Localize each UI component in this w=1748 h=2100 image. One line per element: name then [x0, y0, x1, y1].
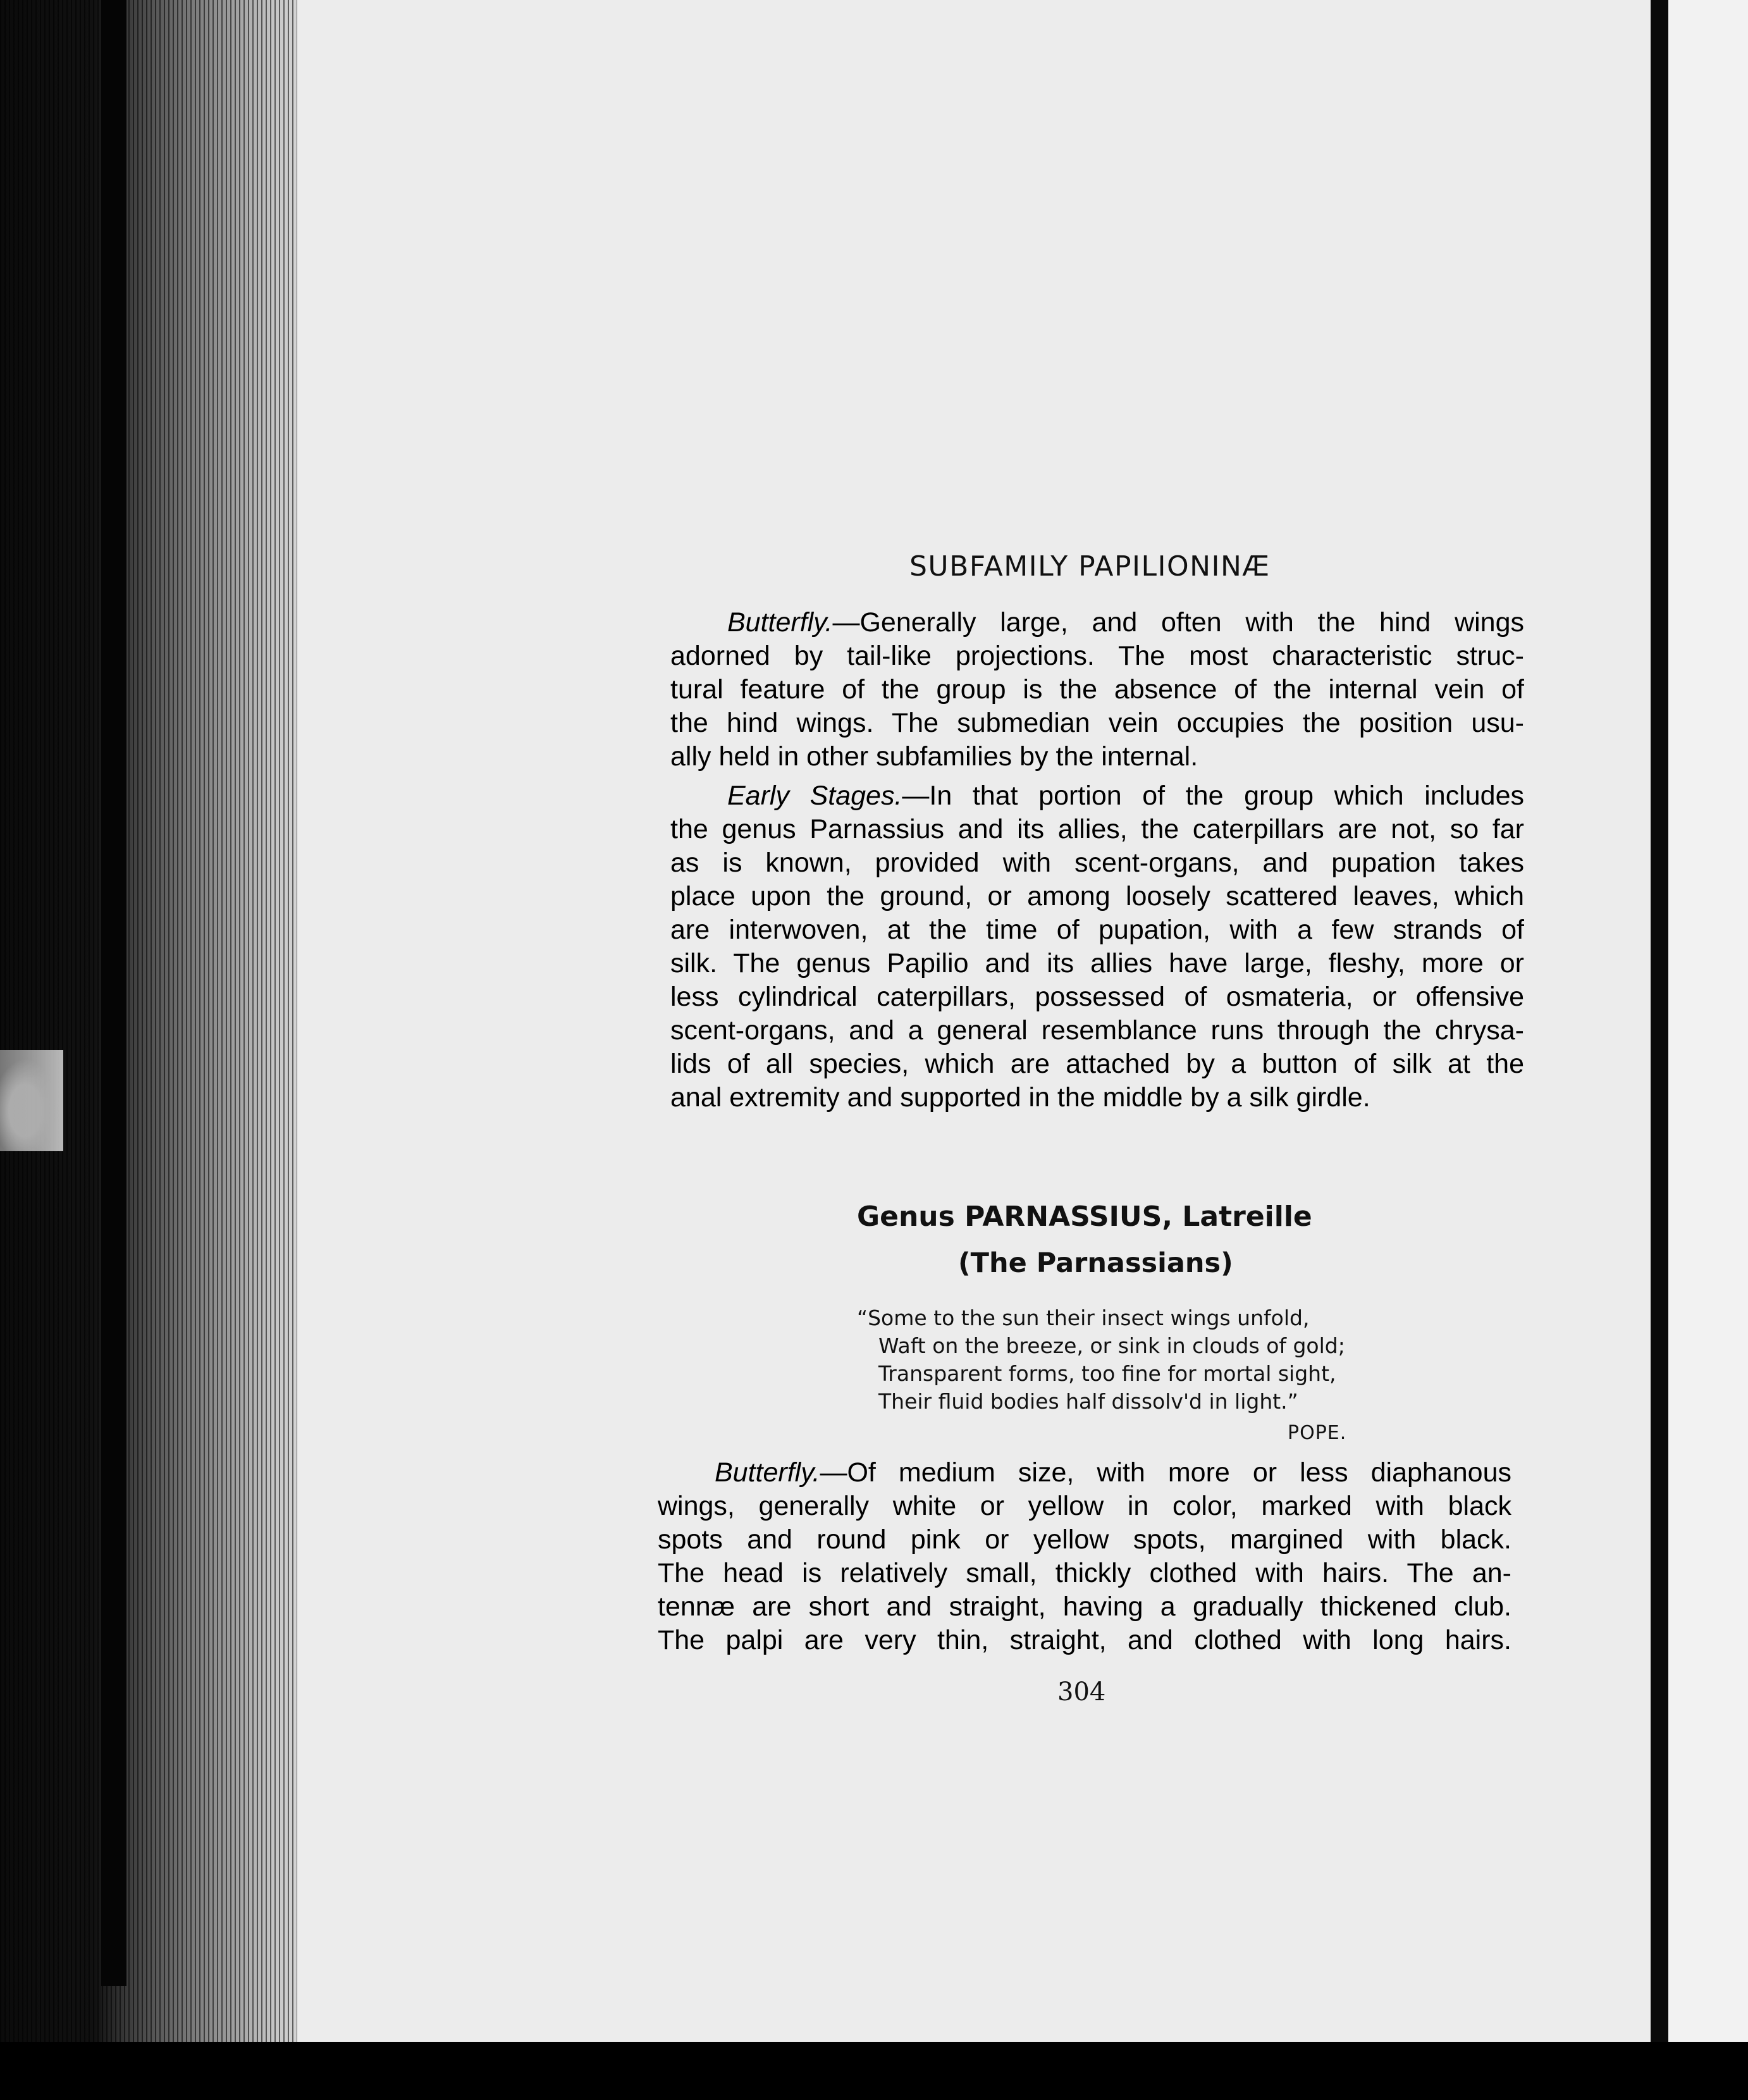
scan-artifact	[0, 1050, 63, 1151]
early-stages-paragraph	[670, 779, 1524, 1115]
text-line: the genus Parnassius and its allies, the caterpillars are not, so far	[670, 814, 1524, 844]
verse-attribution: POPE.	[1288, 1422, 1347, 1444]
genus-heading: Genus PARNASSIUS, Latreille	[857, 1201, 1312, 1233]
page-number: 304	[1057, 1677, 1106, 1707]
text-line: are interwoven, at the time of pupation, with a few strands of	[670, 915, 1524, 945]
text-line: tennæ are short and straight, having a gradually thickened club.	[658, 1591, 1511, 1622]
genus-subheading: (The Parnassians)	[958, 1247, 1233, 1279]
text-line: wings, generally white or yellow in color, marked with black	[658, 1491, 1511, 1521]
verse-line: Their fluid bodies half dissolv'd in light.”	[878, 1389, 1298, 1414]
text-line: place upon the ground, or among loosely scattered leaves, which	[670, 881, 1524, 911]
text-line: lids of all species, which are attached by a button of silk at the	[670, 1049, 1524, 1079]
text-line: The head is relatively small, thickly clothed with hairs. The an-	[658, 1558, 1511, 1588]
text-line: adorned by tail-like projections. The most characteristic struc-	[670, 641, 1524, 671]
binding-shadow	[101, 0, 126, 1986]
text-line: silk. The genus Papilio and its allies have large, fleshy, more or	[670, 948, 1524, 979]
bottom-border	[0, 2042, 1748, 2100]
text-line: scent-organs, and a general resemblance runs through the chrysa-	[670, 1015, 1524, 1046]
subfamily-heading: SUBFAMILY PAPILIONINÆ	[909, 550, 1271, 583]
verse-line: Transparent forms, too fine for mortal sight,	[878, 1361, 1336, 1386]
text-line: less cylindrical caterpillars, possessed of osmateria, or offensive	[670, 982, 1524, 1012]
text-line: the hind wings. The submedian vein occupies the position usu-	[670, 708, 1524, 738]
epigraph-verse	[857, 1304, 1345, 1416]
butterfly-description-2	[658, 1456, 1511, 1657]
text-line: tural feature of the group is the absence of the internal vein of	[670, 674, 1524, 705]
text-line: ally held in other subfamilies by the internal.	[670, 741, 1198, 772]
text-line: as is known, provided with scent-organs, and pupation takes	[670, 848, 1524, 878]
right-margin	[1668, 0, 1748, 2042]
text-line: Butterfly.—Of medium size, with more or less diaphanous	[715, 1457, 1511, 1488]
verse-line: “Some to the sun their insect wings unfold,	[857, 1306, 1310, 1330]
page-edge-strip	[0, 0, 329, 2043]
verse-line: Waft on the breeze, or sink in clouds of gold;	[878, 1333, 1345, 1358]
butterfly-description-1	[670, 606, 1524, 774]
right-page-border	[1651, 0, 1668, 2042]
text-line: spots and round pink or yellow spots, margined with black.	[658, 1524, 1511, 1555]
text-line: The palpi are very thin, straight, and clothed with long hairs.	[658, 1625, 1511, 1655]
text-line: anal extremity and supported in the middle by a silk girdle.	[670, 1082, 1370, 1113]
text-line: Early Stages.—In that portion of the group which includes	[727, 781, 1524, 811]
text-line: Butterfly.—Generally large, and often with the hind wings	[727, 607, 1524, 638]
